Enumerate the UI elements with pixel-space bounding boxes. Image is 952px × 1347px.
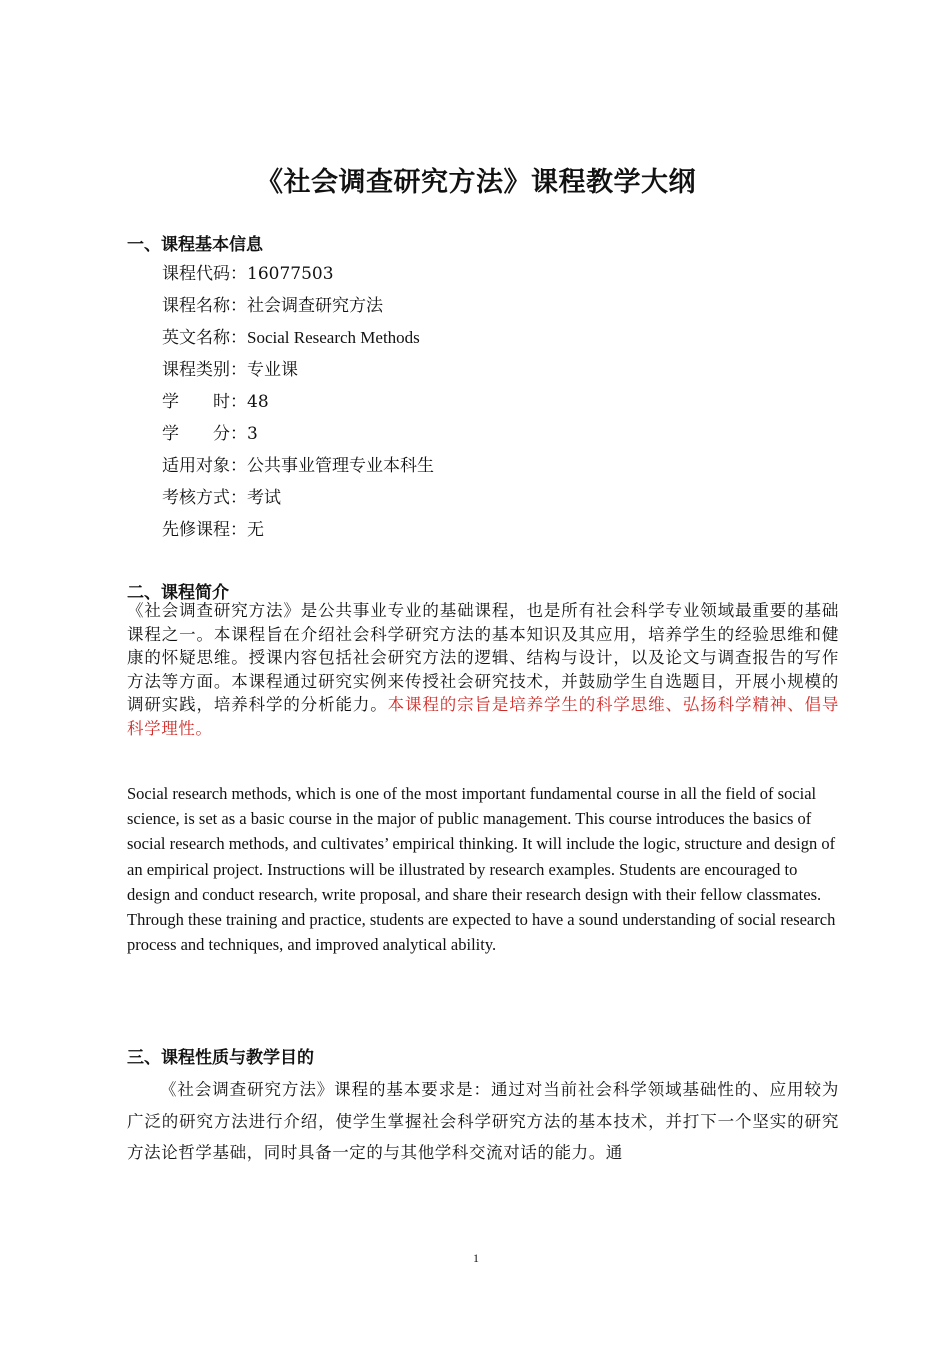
info-value: Social Research Methods: [247, 328, 420, 347]
info-label: 课程类别：: [162, 360, 247, 380]
info-label: 课程名称：: [162, 296, 247, 316]
info-item-prerequisites: [162, 518, 434, 550]
course-introduction-chinese: [127, 599, 839, 740]
info-item-course-code: [162, 262, 434, 294]
intro-text: 《社会调查研究方法》是公共事业专业的基础课程，也是所有社会科学专业领域最重要的基础课程之一。本课程旨在介绍社会科学研究方法的基本知识及其应用，培养学生的经验思维和健康的怀疑思维。授课内容包括社会研究方法的逻辑、结构与设计，以及论文与调查报告的写作方法等方面。本课程通过研究实例来传授社会研究技术，并鼓励学生自选题目，开展小规模的调研实践，培养科学的分析能力。: [127, 601, 839, 714]
intro-highlight-text: 本课程的宗旨是培养学生的科学思维、弘扬科学精神、倡导科学理性。: [127, 695, 840, 738]
info-label: 学 时：: [162, 392, 247, 412]
info-label: 适用对象：: [162, 456, 247, 476]
info-label: 课程代码：: [162, 264, 247, 284]
info-item-course-name: [162, 294, 434, 326]
info-label: 考核方式：: [162, 488, 247, 508]
info-item-english-name: [162, 326, 434, 358]
info-value: 3: [247, 424, 258, 444]
info-value: 无: [247, 520, 264, 540]
info-value: 公共事业管理专业本科生: [247, 456, 434, 476]
course-introduction-english: Social research methods, which is one of the most important fundamental course in all the field of social science, is set as a basic course in the major of public management. This course introduces the basics of social research methods, and cultivates’ empirical thinking. It will include the logic, structure and design of an empirical project. Instructions will be illustrated by research examples. Students are encouraged to design and conduct research, write proposal, and share their research design with their fellow classmates. Through these training and practice, students are expected to have a sound understanding of social research process and techniques, and improved analytical ability.: [127, 784, 836, 955]
info-item-audience: [162, 454, 434, 486]
info-value: 48: [247, 392, 269, 412]
info-item-course-type: [162, 358, 434, 390]
document-title: 《社会调查研究方法》课程教学大纲: [256, 167, 696, 198]
section-heading-basic-info: 一、课程基本信息: [127, 235, 263, 255]
info-value: 考试: [247, 488, 281, 508]
info-item-credits: [162, 422, 434, 454]
course-info-list: [162, 262, 434, 550]
info-value: 16077503: [247, 264, 334, 284]
course-nature-paragraph: 《社会调查研究方法》课程的基本要求是：通过对当前社会科学领域基础性的、应用较为广泛的研究方法进行介绍，使学生掌握社会科学研究方法的基本技术，并打下一个坚实的研究方法论哲学基础，同时具备一定的与其他学科交流对话的能力。通: [127, 1080, 839, 1162]
info-label: 学 分：: [162, 424, 247, 444]
info-value: 社会调查研究方法: [247, 296, 383, 316]
page-number: 1: [473, 1251, 479, 1265]
info-value: 专业课: [247, 360, 298, 380]
info-label: 先修课程：: [162, 520, 247, 540]
info-label: 英文名称：: [162, 328, 247, 348]
info-item-assessment: [162, 486, 434, 518]
info-item-hours: [162, 390, 434, 422]
section-heading-nature-purpose: 三、课程性质与教学目的: [127, 1048, 314, 1068]
section-heading-introduction: 二、课程简介: [127, 583, 229, 603]
